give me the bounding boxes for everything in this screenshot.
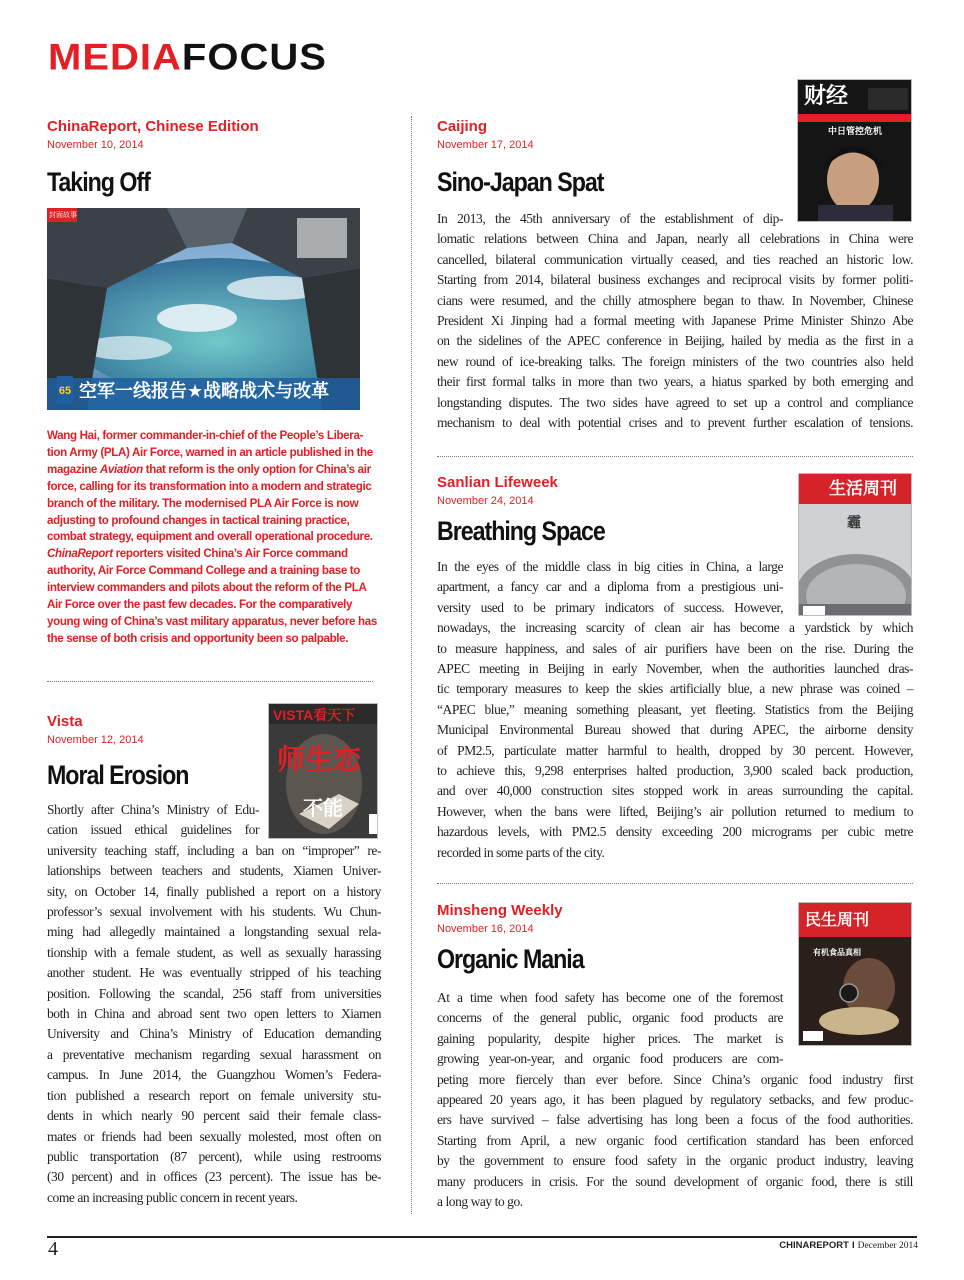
- cover-corner-label: 封面故事: [49, 211, 77, 219]
- body-line: lomatic relations between China and Japan, nearly all celebrations in China were: [437, 231, 913, 247]
- body-line: public transportation (87 percent), while using restrooms: [47, 1148, 381, 1164]
- lead-line: magazine Aviation that reform is the only option for China’s air: [47, 462, 371, 476]
- body-line: hazardous levels, with PM2.5 density exceeding 200 micrograms per cubic metre: [437, 824, 913, 840]
- article-sino-japan-spat: [437, 118, 777, 152]
- body-line: mates or friends had been sexually molested, most often on: [47, 1128, 381, 1144]
- section-separator: [437, 456, 913, 457]
- article-source: ChinaReport, Chinese Edition: [47, 118, 259, 135]
- body-line: tion published a research report on female university stu-: [47, 1087, 381, 1103]
- body-line: growing year-on-year, and organic food producers are com-: [437, 1051, 783, 1067]
- lead-line: branch of the military. The modernised PLA Air Force is now: [47, 496, 359, 510]
- cover-masthead: 生活周刊: [829, 479, 897, 499]
- body-line: apartment, a fancy car and a diploma from a prestigious uni-: [437, 579, 783, 595]
- body-line: tionship with a female student, as well as sexually harassing: [47, 944, 381, 960]
- body-line: tic temporary measures to keep the skies artificially blue, a new phrase was coined –: [437, 681, 913, 697]
- footer-separator: I: [851, 1240, 855, 1251]
- body-line: many producers in crisis. For the sound development of organic food, there is still: [437, 1173, 913, 1189]
- cover-headline: 中日管控危机: [828, 127, 883, 137]
- body-line: by the government to ensure food safety in the organic product industry, leaving: [437, 1153, 913, 1169]
- article-date: November 10, 2014: [47, 139, 144, 151]
- masthead-focus: FOCUS: [181, 37, 327, 78]
- body-line: Municipal Environmental Bureau showed that during APEC, the airborne density: [437, 722, 913, 738]
- article-source: Vista: [47, 713, 83, 730]
- body-line: (30 percent) and in offices (23 percent). The issue has be-: [47, 1169, 381, 1185]
- issue-badge: 65: [58, 385, 72, 397]
- article-body: [437, 988, 913, 1212]
- aviation-magazine-spread: [47, 208, 360, 410]
- body-line: position. Following the scandal, 256 staff from universities: [47, 985, 381, 1001]
- article-source: Caijing: [437, 118, 488, 135]
- body-line: nowadays, the increasing scarcity of clean air has become a yardstick by which: [437, 620, 913, 636]
- body-line: Starting from 2014, bilateral business exchanges and reciprocal visits by former politi-: [437, 272, 913, 288]
- footer-issue: December 2014: [857, 1241, 918, 1251]
- cover-headline: 霾: [847, 515, 861, 531]
- lead-line: Air Force over the past few decades. For the comparatively: [47, 598, 353, 612]
- masthead: [48, 38, 327, 77]
- body-line: At a time when food safety has become one of the foremost: [437, 990, 783, 1005]
- body-line: both in China and abroad sent two open letters to Xiamen: [47, 1006, 381, 1022]
- body-line: recorded in some parts of the city.: [437, 844, 605, 860]
- cover-masthead: 民生周刊: [805, 910, 870, 929]
- article-title: Organic Mania: [437, 944, 584, 974]
- article-breathing-space: [437, 474, 777, 508]
- body-line: gaining popularity, despite higher prices. The market is: [437, 1030, 783, 1046]
- cover-subhead: 不能: [303, 796, 343, 820]
- article-lead: [47, 428, 383, 648]
- body-line: However, when the bans were lifted, Beijing’s air pollution returned to medium to: [437, 803, 913, 819]
- body-line: to measure happiness, and sales of air purifiers have been on the rise. During the: [437, 640, 913, 656]
- article-body: [47, 800, 381, 1208]
- footer-rule: [47, 1236, 917, 1238]
- body-line: on the sidelines of the APEC conference in Beijing, hailed by media as the first in a: [437, 333, 913, 349]
- body-line: and over 40,000 construction sites stopped work in areas surrounding the capital.: [437, 783, 913, 799]
- lead-line: force, calling for its transformation into a modern and strategic: [47, 479, 372, 493]
- caijing-cover: [797, 79, 912, 222]
- cover-masthead: VISTA看天下: [273, 707, 356, 723]
- article-title: Taking Off: [47, 167, 150, 197]
- body-line: new round of ice-breaking talks. The foreign ministers of the two countries also held: [437, 353, 913, 369]
- body-line: of PM2.5, particulate matter harmful to health, dropped by 30 percent. However,: [437, 742, 913, 758]
- body-line: ming had allegedly maintained a longstanding sexual rela-: [47, 924, 381, 940]
- article-organic-mania: [437, 902, 777, 936]
- lead-line: adjusting to profound changes in tactical training practice,: [47, 513, 350, 527]
- body-line: cians were resumed, and the chilly atmosphere began to thaw. In November, Chinese: [437, 292, 913, 308]
- body-line: lationships between teachers and students, Xiamen Univer-: [47, 863, 381, 879]
- cover-headline: 有机食品真相: [813, 948, 861, 957]
- body-line: cation issued ethical guidelines for: [47, 822, 259, 838]
- body-line: to achieve this, 9,298 enterprises halted production, 3,900 scaled back production,: [437, 763, 913, 779]
- section-separator: [437, 883, 913, 884]
- lead-line: authority, Air Force Command College and a training base to: [47, 564, 361, 578]
- body-line: concerns of the general public, organic food products are: [437, 1010, 783, 1026]
- body-line: cancelled, bilateral communication virtually ceased, and ties reached an historic low.: [437, 251, 913, 267]
- section-separator: [47, 681, 373, 682]
- lead-line: interview commanders and pilots about the reform of the PLA: [47, 581, 367, 595]
- article-body: [437, 209, 913, 433]
- footer-brand: CHINAREPORT: [779, 1240, 849, 1251]
- body-line: mechanism to deal with potential crises and to prevent further escalation of tensions.: [437, 415, 913, 431]
- article-date: November 12, 2014: [47, 734, 144, 746]
- body-line: another student. He was eventually stripped of his teaching: [47, 965, 381, 981]
- article-moral-erosion: [47, 713, 257, 747]
- lead-line: the sense of both crisis and opportunity been so palpable.: [47, 631, 349, 645]
- footer-folio: [779, 1240, 918, 1252]
- lead-line: Wang Hai, former commander-in-chief of the People’s Libera-: [47, 429, 364, 442]
- body-line: their first formal talks in more than two years, a hiatus sparked by both emerging and: [437, 374, 913, 390]
- body-line: ers have survived – false advertising has long been a focus of the food authorities.: [437, 1112, 913, 1128]
- body-line: versity used to be primary indicators of success. However,: [437, 599, 783, 615]
- cover-headline: 师生恋: [277, 743, 362, 776]
- article-body: [437, 557, 913, 863]
- article-date: November 16, 2014: [437, 923, 534, 935]
- article-date: November 17, 2014: [437, 139, 534, 151]
- lead-line: combat strategy, equipment and overall operational procedure.: [47, 530, 373, 544]
- body-line: APEC meeting in Beijing in early November, when the authorities launched dras-: [437, 661, 913, 677]
- article-source: Minsheng Weekly: [437, 902, 563, 919]
- body-line: campus. In June 2014, the Guangzhou Women’s Federa-: [47, 1067, 381, 1083]
- body-line: come an increasing public concern in recent years.: [47, 1189, 298, 1205]
- page-number: 4: [48, 1238, 58, 1260]
- body-line: Starting from April, a new organic food certification standard has been enforced: [437, 1132, 913, 1148]
- body-line: peting more fiercely than ever before. Since China’s organic food industry first: [437, 1071, 913, 1087]
- body-line: In 2013, the 45th anniversary of the establishment of dip-: [437, 211, 783, 226]
- lead-line: ChinaReport reporters visited China’s Air Force command: [47, 547, 348, 561]
- article-title: Sino-Japan Spat: [437, 167, 604, 197]
- cover-caption: 空军一线报告★战略战术与改革: [79, 381, 330, 402]
- body-line: “APEC blue,” meaning something pleasant, yet fleeting. Statistics from the Beijing: [437, 701, 913, 717]
- masthead-media: MEDIA: [48, 37, 182, 78]
- column-divider: [411, 116, 412, 1214]
- article-title: Breathing Space: [437, 516, 605, 546]
- article-title: Moral Erosion: [47, 760, 189, 790]
- body-line: dents in which nearly 90 percent said their female class-: [47, 1108, 381, 1124]
- body-line: professor’s sexual involvement with his students. Wu Chun-: [47, 904, 381, 920]
- body-line: university teaching staff, including a ban on “improper” re-: [47, 842, 381, 858]
- body-line: President Xi Jinping had a formal meeting with Japanese Prime Minister Shinzo Abe: [437, 313, 913, 329]
- article-source: Sanlian Lifeweek: [437, 474, 558, 491]
- article-date: November 24, 2014: [437, 495, 534, 507]
- lead-line: young wing of China’s vast military apparatus, never before has: [47, 614, 377, 628]
- body-line: sity, on October 14, finally published a report on a history: [47, 883, 381, 899]
- lead-line: tion Army (PLA) Air Force, warned in an article published in the: [47, 445, 373, 459]
- cover-masthead: 财经: [804, 84, 849, 109]
- body-line: Shortly after China’s Ministry of Edu-: [47, 802, 259, 817]
- body-line: In the eyes of the middle class in big cities in China, a large: [437, 559, 783, 574]
- article-taking-off: [47, 118, 383, 152]
- body-line: a preventative mechanism regarding sexual harassment on: [47, 1046, 381, 1062]
- body-line: a long way to go.: [437, 1194, 523, 1210]
- body-line: University and China’s Ministry of Education demanding: [47, 1026, 381, 1042]
- body-line: appeared 20 years ago, it has been plagued by regulatory setbacks, and few produc-: [437, 1092, 913, 1108]
- body-line: longstanding disputes. The two sides have agreed to set up a control and compliance: [437, 394, 913, 410]
